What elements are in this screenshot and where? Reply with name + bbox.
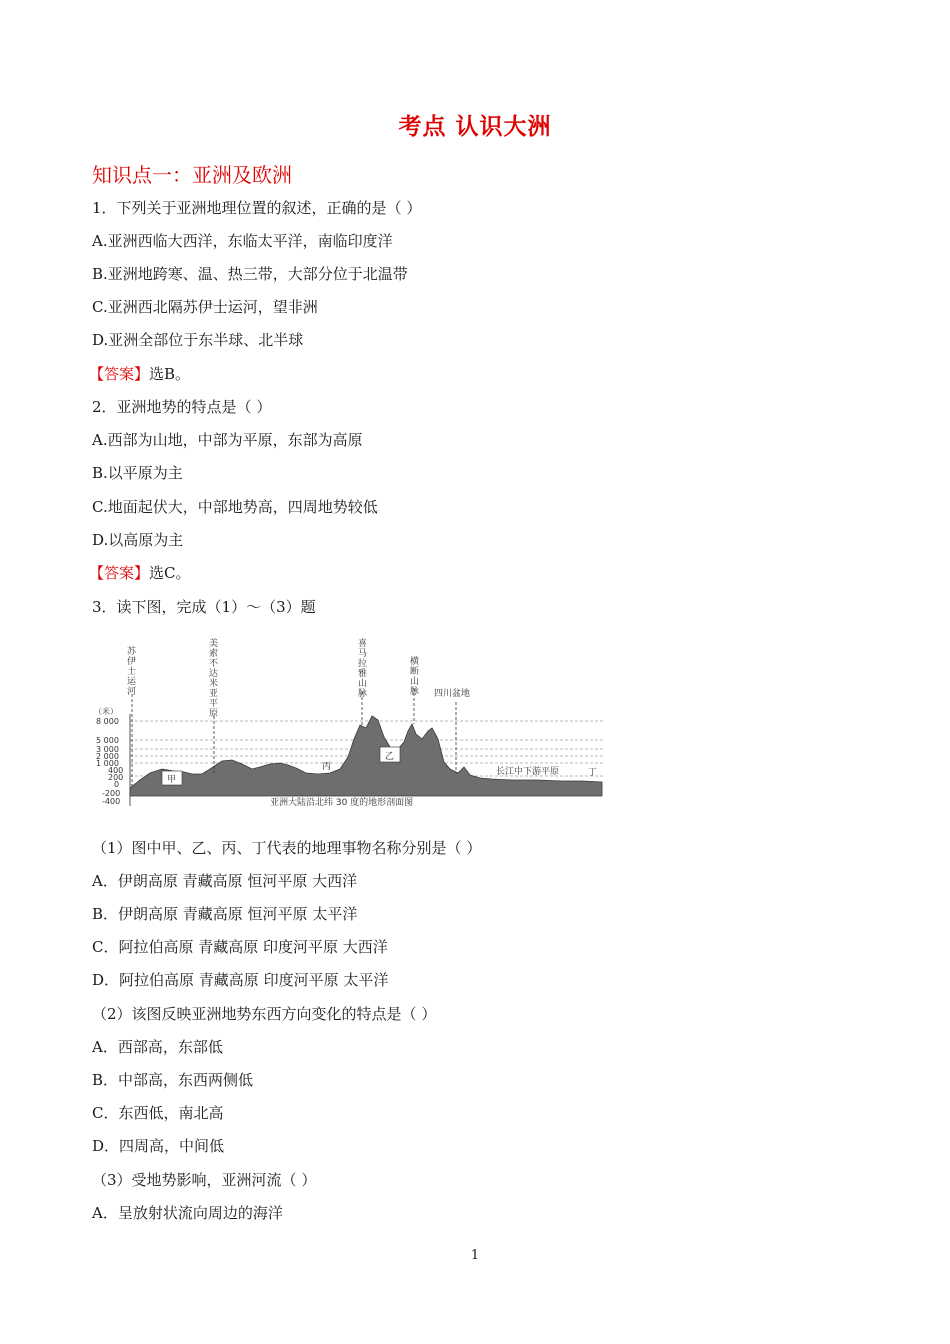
page-number: 1: [470, 1248, 480, 1263]
y-tick: 3 000: [96, 745, 119, 754]
y-tick: 400: [108, 766, 124, 775]
y-tick: 8 000: [96, 717, 119, 726]
label-bing: 丙: [322, 762, 332, 772]
q3-sub3-option-a: A．呈放射状流向周边的海洋: [92, 1204, 283, 1222]
q1-answer-text: 选B。: [149, 365, 191, 383]
y-tick: -200: [102, 789, 121, 798]
q3-sub1-option-d: D．阿拉伯高原 青藏高原 印度河平原 太平洋: [92, 971, 389, 989]
q1-option-d: D.亚洲全部位于东半球、北半球: [92, 331, 304, 349]
q2-option-d: D.以高原为主: [92, 531, 184, 549]
label-yangtze-plain: 长江中下游平原: [496, 767, 560, 777]
axis-unit: （米）: [94, 707, 118, 716]
y-tick: 5 000: [96, 736, 119, 745]
label-himalaya: 喜马拉雅山脉: [358, 639, 368, 699]
q3-sub2-option-b: B．中部高，东西两侧低: [92, 1071, 254, 1089]
q3-sub2-option-d: D．四周高，中间低: [92, 1137, 225, 1155]
q3-sub2-option-c: C．东西低，南北高: [92, 1104, 224, 1122]
section-heading: 知识点一：亚洲及欧洲: [92, 163, 292, 187]
label-ding: 丁: [588, 768, 598, 778]
q1-answer-label: 【答案】: [89, 365, 150, 383]
q1-option-a: A.亚洲西临大西洋，东临太平洋，南临印度洋: [92, 232, 393, 250]
terrain-profile-figure: [92, 628, 610, 808]
label-suez-canal: 苏伊士运河: [127, 647, 137, 697]
label-yi: 乙: [385, 752, 395, 762]
y-tick: 1 000: [96, 759, 119, 768]
figure-caption: 亚洲大陆沿北纬 30 度的地形剖面图: [270, 798, 414, 808]
y-tick: 0: [114, 780, 120, 789]
q3-sub1-option-c: C．阿拉伯高原 青藏高原 印度河平原 大西洋: [92, 938, 388, 956]
q1-option-c: C.亚洲西北隔苏伊士运河，望非洲: [92, 298, 318, 316]
q3-sub2-stem: （2）该图反映亚洲地势东西方向变化的特点是（ ）: [92, 1005, 437, 1023]
q2-answer-text: 选C。: [149, 564, 191, 582]
q3-sub2-option-a: A．西部高，东部低: [92, 1038, 223, 1056]
q3-stem: 3．读下图，完成（1）～（3）题: [92, 598, 316, 616]
q2-option-a: A.西部为山地，中部为平原，东部为高原: [92, 431, 363, 449]
q1-answer: [89, 364, 190, 384]
q3-sub1-option-a: A．伊朗高原 青藏高原 恒河平原 大西洋: [92, 872, 358, 890]
y-tick: -400: [102, 797, 121, 806]
q3-sub1-option-b: B．伊朗高原 青藏高原 恒河平原 太平洋: [92, 905, 358, 923]
q1-stem: 1．下列关于亚洲地理位置的叙述，正确的是（ ）: [92, 199, 422, 217]
q1-option-b: B.亚洲地跨寒、温、热三带，大部分位于北温带: [92, 265, 408, 283]
q2-stem: 2．亚洲地势的特点是（ ）: [92, 398, 272, 416]
q3-sub1-stem: （1）图中甲、乙、丙、丁代表的地理事物名称分别是（ ）: [92, 839, 482, 857]
q2-option-c: C.地面起伏大，中部地势高，四周地势较低: [92, 498, 378, 516]
q2-answer-label: 【答案】: [89, 564, 150, 582]
label-jia: 甲: [167, 775, 177, 785]
label-sichuan-basin: 四川盆地: [434, 689, 471, 699]
label-hengduan: 横断山脉: [410, 657, 420, 697]
y-tick: 2 000: [96, 752, 119, 761]
y-tick: 200: [108, 773, 124, 782]
q2-answer: [89, 563, 191, 583]
page-title: 考点 认识大洲: [398, 114, 552, 140]
q2-option-b: B.以平原为主: [92, 464, 183, 482]
q3-sub3-stem: （3）受地势影响，亚洲河流（ ）: [92, 1171, 317, 1189]
label-mesopotamia: 美索不达米亚平原: [209, 639, 219, 719]
